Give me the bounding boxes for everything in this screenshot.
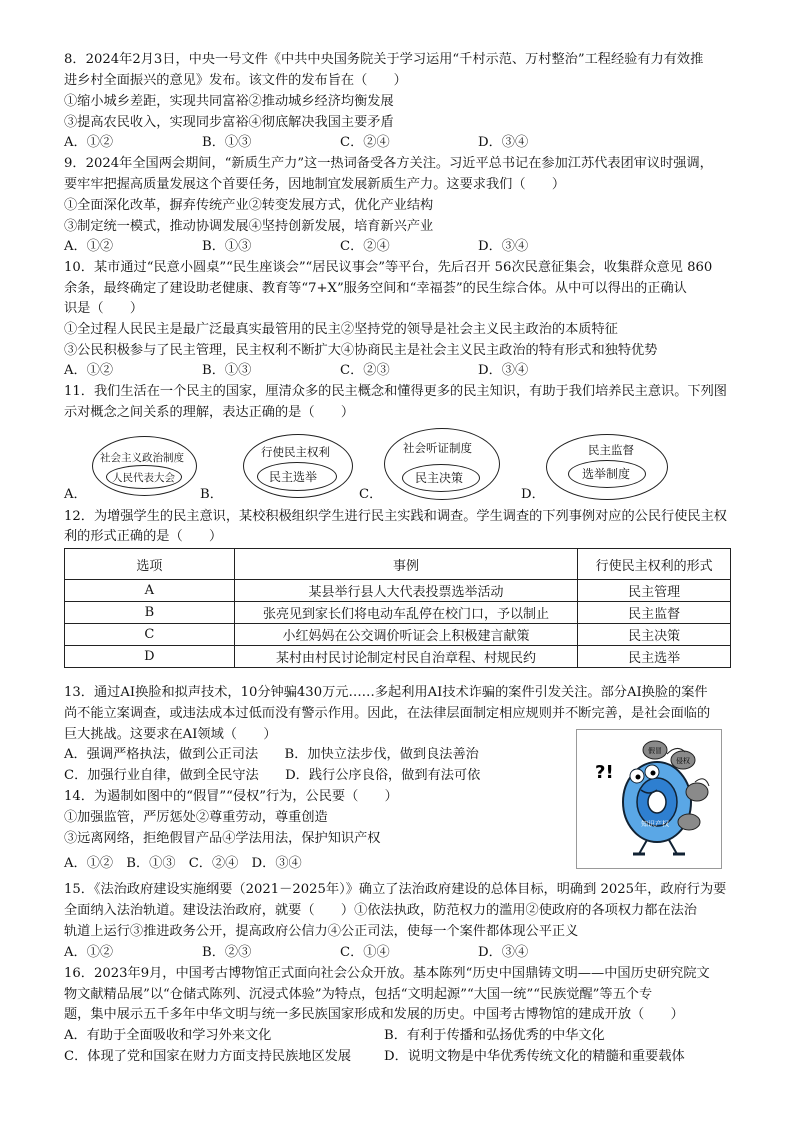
q10-stem-line1: 10．某市通过“民意小圆桌”“民生座谈会”“居民议事会”等平台，先后召开 56次民意征集会，收集群众意见 860 xyxy=(64,260,713,275)
table-cell: 张亮见到家长们将电动车乱停在校门口，予以制止 xyxy=(234,602,577,624)
q16-stem-line2: 物文献精品展”以“仓储式陈列、沉浸式体验”为特点，包括“文明起源”“大国一统”“民族觉醒”等五个专 xyxy=(64,987,653,1002)
q16-option-b[interactable]: B．有利于传播和弘扬优秀的中华文化 xyxy=(384,1028,605,1043)
q15-option-d[interactable]: D．③④ xyxy=(478,945,529,960)
q9-stem-line2: 要牢牢把握高质量发展这个首要任务，因地制宜发展新质生产力。这要求我们（ ） xyxy=(64,177,566,192)
cartoon-label-infringement: 侵权 xyxy=(676,757,690,765)
q11-stem-line2: 示对概念之间关系的理解，表达正确的是（ ） xyxy=(64,405,355,420)
table-header-cell: 行使民主权利的形式 xyxy=(578,549,731,580)
q10-option-c[interactable]: C．②③ xyxy=(340,363,390,378)
table-row xyxy=(65,624,731,646)
q10-stem-line3: 识是（ ） xyxy=(64,301,144,316)
q9-option-b[interactable]: B．①③ xyxy=(202,239,252,254)
q11-option-b[interactable]: B． xyxy=(200,487,223,502)
q9-stem-line1: 9．2024年全国两会期间，“新质生产力”这一热词备受各方关注。习近平总书记在参加江苏代表团审议时强调， xyxy=(64,156,713,171)
q16-option-d[interactable]: D．说明文物是中华优秀传统文化的精髓和重要载体 xyxy=(384,1049,685,1064)
table-cell: D xyxy=(65,646,235,668)
table-cell: 民主管理 xyxy=(578,580,731,602)
q11-diagram-b xyxy=(243,434,353,498)
q8-stem-line2: 进乡村全面振兴的意见》发布。该文件的发布旨在（ ） xyxy=(64,73,407,88)
q10-option-a[interactable]: A．①② xyxy=(64,363,114,378)
q11-stem-line1: 11．我们生活在一个民主的国家，厘清众多的民主概念和懂得更多的民主知识，有助于我们培养民主意识。下列图 xyxy=(64,384,727,399)
q15-options xyxy=(64,943,616,963)
q8-option-d[interactable]: D．③④ xyxy=(478,135,529,150)
q11-diagram-d-inner-label: 选举制度 xyxy=(582,467,631,481)
table-row xyxy=(65,646,731,668)
q16-stem-line3: 题，集中展示五千多年中华文明与统一多民族国家形成和发展的历史。中国考古博物馆的建成开放（ ） xyxy=(64,1007,684,1022)
q13-options-ab[interactable]: A．强调严格执法，做到公正司法 B．加快立法步伐，做到良法善治 xyxy=(64,747,479,762)
q10-stem-line2: 余条，最终确定了建设助老健康、教育等“7+X”服务空间和“幸福荟”的民生综合体。从中可以得出的正确认 xyxy=(64,281,687,296)
q11-diagram-d xyxy=(546,434,668,500)
infringement-cartoon xyxy=(576,729,722,869)
q8-options xyxy=(64,133,616,153)
q13-options-cd[interactable]: C．加强行业自律，做到全民守法 D．践行公序良俗，做到有法可依 xyxy=(64,768,481,783)
table-cell: 某村由村民讨论制定村民自治章程、村规民约 xyxy=(234,646,577,668)
table-cell: A xyxy=(65,580,235,602)
q15-stem-line3: 轨道上运行③推进政务公开，提高政府公信力④公正司法，使每一个案件都体现公平正义 xyxy=(64,924,579,939)
cartoon-exclamation: ?! xyxy=(595,762,614,783)
table-cell: B xyxy=(65,602,235,624)
q11-diagram-c-outer-label: 社会听证制度 xyxy=(403,441,472,455)
q13-stem-line1: 13．通过AI换脸和拟声技术，10分钟骗430万元……多起利用AI技术诈骗的案件引发关注。部分AI换脸的案件 xyxy=(64,685,708,700)
q12-table xyxy=(64,548,731,668)
q15-stem-line2: 全面纳入法治轨道。建设法治政府，就要（ ）①依法执政，防范权力的滥用②使政府的各项权力都在法治 xyxy=(64,903,697,918)
q8-option-c[interactable]: C．②④ xyxy=(340,135,390,150)
q9-option-d[interactable]: D．③④ xyxy=(478,239,529,254)
table-cell: C xyxy=(65,624,235,646)
q8-statement-1-2: ①缩小城乡差距，实现共同富裕②推动城乡经济均衡发展 xyxy=(64,94,394,109)
q10-statement-1-2: ①全过程人民民主是最广泛最真实最管用的民主②坚持党的领导是社会主义民主政治的本质特征 xyxy=(64,322,618,337)
q11-diagram-a xyxy=(92,436,197,496)
q10-options xyxy=(64,361,616,381)
q9-option-c[interactable]: C．②④ xyxy=(340,239,390,254)
q8-statement-3-4: ③提高农民收入，实现同步富裕④彻底解决我国主要矛盾 xyxy=(64,115,394,130)
q16-stem-line1: 16．2023年9月，中国考古博物馆正式面向社会公众开放。基本陈列“历史中国鼎铸文明——中国历史研究院文 xyxy=(64,966,710,981)
table-cell: 民主选举 xyxy=(578,646,731,668)
q12-stem-line1: 12．为增强学生的民主意识，某校积极组织学生进行民主实践和调查。学生调查的下列事例对应的公民行使民主权 xyxy=(64,509,727,524)
q14-statement-1-2: ①加强监管，严厉惩处②尊重劳动，尊重创造 xyxy=(64,810,328,825)
q14-options[interactable]: A．①② B．①③ C．②④ D．③④ xyxy=(64,856,302,871)
q13-stem-line3: 巨大挑战。这要求在AI领域（ ） xyxy=(64,727,277,742)
table-header-cell: 事例 xyxy=(234,549,577,580)
q15-option-a[interactable]: A．①② xyxy=(64,945,114,960)
table-cell: 某县举行县人大代表投票选举活动 xyxy=(234,580,577,602)
q9-statement-3-4: ③制定统一模式，推动协调发展④坚持创新发展，培育新兴产业 xyxy=(64,219,434,234)
q15-stem-line1: 15．《法治政府建设实施纲要（2021－2025年）》确立了法治政府建设的总体目标，明确到 2025年，政府行为要 xyxy=(64,882,727,897)
table-cell: 民主监督 xyxy=(578,602,731,624)
table-header-row xyxy=(65,549,731,580)
q10-statement-3-4: ③公民积极参与了民主管理，民主权利不断扩大④协商民主是社会主义民主政治的特有形式和独特优势 xyxy=(64,343,658,358)
q8-stem-line1: 8．2024年2月3日，中央一号文件《中共中央国务院关于学习运用“千村示范、万村整治”工程经验有力有效推 xyxy=(64,52,704,67)
q11-option-a[interactable]: A． xyxy=(64,487,87,502)
q8-option-b[interactable]: B．①③ xyxy=(202,135,252,150)
table-row xyxy=(65,602,731,624)
q11-diagram-b-inner-label: 民主选举 xyxy=(269,470,318,484)
q15-option-c[interactable]: C．①④ xyxy=(340,945,390,960)
q14-statement-3-4: ③远离网络，拒绝假冒产品④学法用法，保护知识产权 xyxy=(64,831,381,846)
q11-diagram-b-outer-label: 行使民主权利 xyxy=(261,445,330,459)
q12-stem-line2: 利的形式正确的是（ ） xyxy=(64,529,223,544)
q10-option-d[interactable]: D．③④ xyxy=(478,363,529,378)
q9-options xyxy=(64,237,616,257)
table-row xyxy=(65,580,731,602)
q16-option-c[interactable]: C．体现了党和国家在财力方面支持民族地区发展 xyxy=(64,1049,352,1064)
q11-option-d[interactable]: D． xyxy=(521,487,545,502)
table-header-cell: 选项 xyxy=(65,549,235,580)
q11-diagram-d-outer-label: 民主监督 xyxy=(588,443,634,457)
q10-option-b[interactable]: B．①③ xyxy=(202,363,252,378)
q8-option-a[interactable]: A．①② xyxy=(64,135,114,150)
q13-stem-line2: 尚不能立案调查，或违法成本过低而没有警示作用。因此，在法律层面制定相应规则并不断完善，是社会面临的 xyxy=(64,706,711,721)
q15-option-b[interactable]: B．②③ xyxy=(202,945,252,960)
q11-diagram-a-inner-label: 人民代表大会 xyxy=(112,472,175,484)
cartoon-illustration xyxy=(577,730,721,868)
cartoon-label-ip: 知识产权 xyxy=(641,820,669,828)
q16-option-a[interactable]: A．有助于全面吸收和学习外来文化 xyxy=(64,1028,272,1043)
q9-option-a[interactable]: A．①② xyxy=(64,239,114,254)
q14-stem: 14．为遏制如图中的“假冒”“侵权”行为，公民要（ ） xyxy=(64,789,398,804)
q11-diagram-c-inner-label: 民主决策 xyxy=(415,471,464,485)
table-cell: 民主决策 xyxy=(578,624,731,646)
q9-statement-1-2: ①全面深化改革，摒弃传统产业②转变发展方式，优化产业结构 xyxy=(64,198,434,213)
q11-option-c[interactable]: C． xyxy=(359,487,383,502)
q11-diagram-a-outer-label: 社会主义政治制度 xyxy=(100,452,184,464)
table-cell: 小红妈妈在公交调价听证会上积极建言献策 xyxy=(234,624,577,646)
cartoon-label-counterfeit: 假冒 xyxy=(648,747,662,755)
q11-diagram-c xyxy=(384,428,500,500)
